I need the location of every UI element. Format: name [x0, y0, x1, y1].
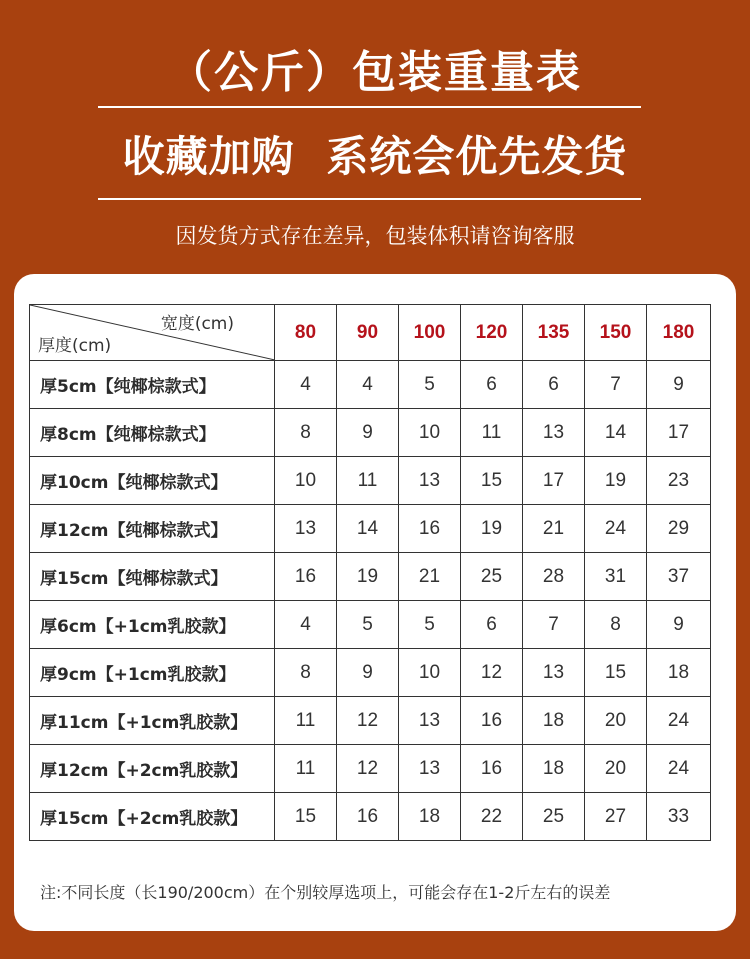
- weight-value-cell: 7: [585, 361, 647, 409]
- promo-left-text: 收藏加购: [122, 132, 295, 181]
- divider-top: [98, 106, 641, 108]
- table-row: [30, 745, 711, 793]
- weight-value-cell: 11: [275, 745, 337, 793]
- table-row: [30, 697, 711, 745]
- weight-value-cell: 13: [523, 409, 585, 457]
- divider-bottom: [98, 198, 641, 200]
- weight-value-cell: 13: [399, 745, 461, 793]
- promo-right-text: 系统会优先发货: [326, 132, 628, 181]
- weight-value-cell: 13: [399, 697, 461, 745]
- weight-value-cell: 22: [461, 793, 523, 841]
- table-header-row: [30, 305, 711, 361]
- page-title: （公斤）包装重量表: [168, 47, 582, 98]
- row-label-cell: 厚10cm【纯椰棕款式】: [30, 457, 275, 505]
- width-header-cell: 150: [585, 305, 647, 361]
- width-header-cell: 180: [647, 305, 711, 361]
- table-row: [30, 361, 711, 409]
- weight-value-cell: 19: [461, 505, 523, 553]
- weight-value-cell: 6: [461, 601, 523, 649]
- weight-value-cell: 10: [399, 409, 461, 457]
- weight-value-cell: 18: [647, 649, 711, 697]
- weight-value-cell: 16: [399, 505, 461, 553]
- shipping-note: 因发货方式存在差异，包装体积请咨询客服: [175, 224, 575, 248]
- weight-value-cell: 6: [523, 361, 585, 409]
- weight-value-cell: 8: [585, 601, 647, 649]
- table-row: [30, 793, 711, 841]
- weight-value-cell: 19: [585, 457, 647, 505]
- weight-value-cell: 16: [461, 745, 523, 793]
- width-axis-label: 宽度(cm): [160, 314, 234, 334]
- weight-value-cell: 24: [647, 745, 711, 793]
- weight-value-cell: 21: [399, 553, 461, 601]
- weight-value-cell: 15: [461, 457, 523, 505]
- weight-value-cell: 4: [275, 601, 337, 649]
- weight-value-cell: 37: [647, 553, 711, 601]
- weight-value-cell: 16: [337, 793, 399, 841]
- weight-value-cell: 8: [275, 409, 337, 457]
- weight-value-cell: 16: [275, 553, 337, 601]
- width-header-cell: 90: [337, 305, 399, 361]
- weight-value-cell: 20: [585, 697, 647, 745]
- weight-value-cell: 24: [647, 697, 711, 745]
- weight-value-cell: 9: [337, 649, 399, 697]
- row-label-cell: 厚5cm【纯椰棕款式】: [30, 361, 275, 409]
- table-corner-cell: [30, 305, 275, 361]
- weight-table: [29, 304, 711, 841]
- weight-value-cell: 5: [399, 361, 461, 409]
- width-header-cell: 120: [461, 305, 523, 361]
- weight-value-cell: 11: [461, 409, 523, 457]
- weight-value-cell: 15: [275, 793, 337, 841]
- weight-value-cell: 5: [399, 601, 461, 649]
- weight-value-cell: 29: [647, 505, 711, 553]
- weight-value-cell: 12: [461, 649, 523, 697]
- weight-value-cell: 24: [585, 505, 647, 553]
- footnote: 注:不同长度（长190/200cm）在个别较厚选项上，可能会存在1-2斤左右的误差: [40, 883, 611, 902]
- weight-value-cell: 18: [523, 745, 585, 793]
- row-label-cell: 厚9cm【+1cm乳胶款】: [30, 649, 275, 697]
- weight-value-cell: 17: [647, 409, 711, 457]
- weight-value-cell: 15: [585, 649, 647, 697]
- weight-value-cell: 13: [399, 457, 461, 505]
- weight-value-cell: 20: [585, 745, 647, 793]
- row-label-cell: 厚15cm【纯椰棕款式】: [30, 553, 275, 601]
- row-label-cell: 厚12cm【纯椰棕款式】: [30, 505, 275, 553]
- weight-value-cell: 4: [275, 361, 337, 409]
- weight-value-cell: 33: [647, 793, 711, 841]
- row-label-cell: 厚12cm【+2cm乳胶款】: [30, 745, 275, 793]
- weight-value-cell: 19: [337, 553, 399, 601]
- weight-value-cell: 11: [275, 697, 337, 745]
- row-label-cell: 厚6cm【+1cm乳胶款】: [30, 601, 275, 649]
- row-label-cell: 厚8cm【纯椰棕款式】: [30, 409, 275, 457]
- weight-value-cell: 27: [585, 793, 647, 841]
- weight-value-cell: 31: [585, 553, 647, 601]
- promo-banner: [0, 124, 750, 184]
- weight-value-cell: 21: [523, 505, 585, 553]
- table-row: [30, 601, 711, 649]
- weight-value-cell: 25: [461, 553, 523, 601]
- weight-table-card: [14, 274, 736, 931]
- weight-value-cell: 12: [337, 745, 399, 793]
- weight-value-cell: 16: [461, 697, 523, 745]
- weight-value-cell: 7: [523, 601, 585, 649]
- thickness-axis-label: 厚度(cm): [38, 336, 112, 356]
- weight-value-cell: 6: [461, 361, 523, 409]
- weight-value-cell: 18: [399, 793, 461, 841]
- weight-value-cell: 10: [399, 649, 461, 697]
- row-label-cell: 厚15cm【+2cm乳胶款】: [30, 793, 275, 841]
- weight-value-cell: 28: [523, 553, 585, 601]
- width-header-cell: 80: [275, 305, 337, 361]
- table-row: [30, 553, 711, 601]
- weight-value-cell: 8: [275, 649, 337, 697]
- weight-value-cell: 10: [275, 457, 337, 505]
- table-row: [30, 457, 711, 505]
- weight-value-cell: 11: [337, 457, 399, 505]
- width-header-cell: 135: [523, 305, 585, 361]
- weight-value-cell: 17: [523, 457, 585, 505]
- table-row: [30, 649, 711, 697]
- weight-value-cell: 9: [647, 361, 711, 409]
- weight-value-cell: 14: [585, 409, 647, 457]
- table-row: [30, 409, 711, 457]
- weight-value-cell: 25: [523, 793, 585, 841]
- weight-value-cell: 4: [337, 361, 399, 409]
- weight-value-cell: 18: [523, 697, 585, 745]
- weight-value-cell: 12: [337, 697, 399, 745]
- weight-value-cell: 9: [647, 601, 711, 649]
- width-header-cell: 100: [399, 305, 461, 361]
- weight-value-cell: 5: [337, 601, 399, 649]
- weight-value-cell: 13: [523, 649, 585, 697]
- row-label-cell: 厚11cm【+1cm乳胶款】: [30, 697, 275, 745]
- weight-value-cell: 23: [647, 457, 711, 505]
- table-row: [30, 505, 711, 553]
- weight-value-cell: 9: [337, 409, 399, 457]
- weight-value-cell: 13: [275, 505, 337, 553]
- weight-value-cell: 14: [337, 505, 399, 553]
